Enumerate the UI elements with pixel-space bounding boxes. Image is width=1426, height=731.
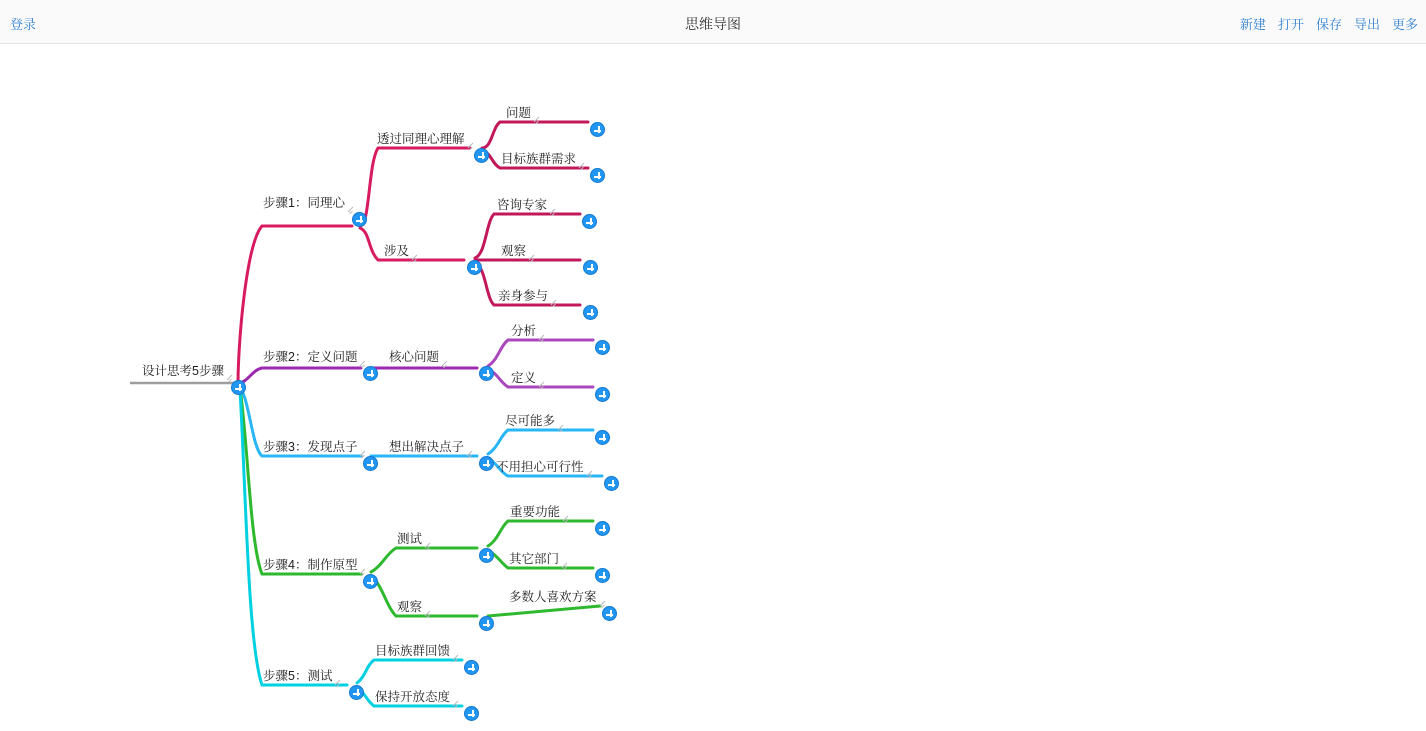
mindmap-node[interactable] bbox=[504, 414, 556, 428]
mindmap-node[interactable] bbox=[508, 590, 598, 604]
mindmap-node-label: 多数人喜欢方案 bbox=[509, 590, 597, 604]
mindmap-node-label: 目标族群回馈 bbox=[375, 644, 451, 658]
add-child-button[interactable] bbox=[590, 122, 605, 137]
add-child-button[interactable] bbox=[363, 366, 378, 381]
top-menu bbox=[1240, 14, 1418, 33]
add-child-button[interactable] bbox=[604, 476, 619, 491]
mindmap-node-label: 保持开放态度 bbox=[375, 690, 451, 704]
menu-open[interactable]: 打开 bbox=[1277, 17, 1304, 32]
mindmap-node-label: 步骤3：发现点子 bbox=[263, 440, 358, 454]
mindmap-node-label: 重要功能 bbox=[510, 505, 561, 519]
mindmap-node[interactable] bbox=[383, 244, 410, 258]
mindmap-node-label: 测试 bbox=[397, 532, 423, 546]
mindmap-links bbox=[0, 44, 1426, 731]
mindmap-node-label: 想出解决点子 bbox=[389, 440, 465, 454]
add-child-button[interactable] bbox=[595, 340, 610, 355]
mindmap-node[interactable] bbox=[388, 440, 465, 454]
mindmap-node[interactable] bbox=[508, 552, 560, 566]
mindmap-node-label: 问题 bbox=[506, 106, 532, 120]
add-child-button[interactable] bbox=[479, 616, 494, 631]
mindmap-node[interactable] bbox=[396, 532, 423, 546]
mindmap-node[interactable] bbox=[510, 324, 537, 338]
mindmap-node-label: 咨询专家 bbox=[497, 198, 548, 212]
mindmap-node[interactable] bbox=[505, 106, 532, 120]
mindmap-node-label: 观察 bbox=[397, 600, 423, 614]
mindmap-node[interactable] bbox=[376, 132, 466, 146]
add-child-button[interactable] bbox=[479, 548, 494, 563]
menu-save[interactable]: 保存 bbox=[1315, 17, 1342, 32]
mindmap-node[interactable] bbox=[374, 690, 451, 704]
mindmap-node-label: 尽可能多 bbox=[505, 414, 556, 428]
page-title: 思维导图 bbox=[685, 16, 741, 32]
mindmap-node[interactable] bbox=[374, 644, 451, 658]
mindmap-root-node[interactable] bbox=[141, 364, 225, 378]
add-child-button[interactable] bbox=[464, 660, 479, 675]
mindmap-node-label: 其它部门 bbox=[509, 552, 560, 566]
add-child-button[interactable] bbox=[349, 685, 364, 700]
mindmap-node-label: 观察 bbox=[501, 244, 527, 258]
mindmap-node[interactable] bbox=[262, 440, 358, 454]
mindmap-node[interactable] bbox=[262, 350, 358, 364]
add-child-button[interactable] bbox=[583, 260, 598, 275]
mindmap-node-label: 透过同理心理解 bbox=[377, 132, 465, 146]
mindmap-node[interactable] bbox=[262, 558, 358, 572]
add-child-button[interactable] bbox=[583, 305, 598, 320]
mindmap-node-label: 核心问题 bbox=[389, 350, 440, 364]
add-child-button[interactable] bbox=[474, 148, 489, 163]
mindmap-node[interactable] bbox=[509, 505, 561, 519]
mindmap-node[interactable] bbox=[497, 289, 549, 303]
mindmap-node[interactable] bbox=[496, 198, 548, 212]
mindmap-node-label: 亲身参与 bbox=[498, 289, 549, 303]
mindmap-node[interactable] bbox=[500, 244, 527, 258]
mindmap-node[interactable] bbox=[262, 669, 333, 683]
mindmap-node[interactable] bbox=[510, 371, 537, 385]
mindmap-node-label: 分析 bbox=[511, 324, 537, 338]
add-child-button[interactable] bbox=[590, 168, 605, 183]
add-child-button[interactable] bbox=[363, 456, 378, 471]
menu-export[interactable]: 导出 bbox=[1353, 17, 1380, 32]
add-child-button[interactable] bbox=[595, 521, 610, 536]
add-child-button[interactable] bbox=[352, 212, 367, 227]
add-child-button[interactable] bbox=[479, 366, 494, 381]
mindmap-root-label: 设计思考5步骤 bbox=[142, 364, 224, 378]
mindmap-node-label: 涉及 bbox=[384, 244, 410, 258]
mindmap-node-label: 定义 bbox=[511, 371, 537, 385]
mindmap-node-label: 目标族群需求 bbox=[501, 152, 577, 166]
add-child-button[interactable] bbox=[363, 574, 378, 589]
add-child-button[interactable] bbox=[595, 568, 610, 583]
add-child-button[interactable] bbox=[582, 214, 597, 229]
menu-new[interactable]: 新建 bbox=[1239, 17, 1266, 32]
mindmap-node[interactable] bbox=[495, 460, 585, 474]
mindmap-node[interactable] bbox=[388, 350, 440, 364]
add-child-button[interactable] bbox=[595, 430, 610, 445]
add-child-button[interactable] bbox=[595, 387, 610, 402]
mindmap-node-label: 步骤4：制作原型 bbox=[263, 558, 358, 572]
add-child-button-root[interactable] bbox=[231, 380, 246, 395]
mindmap-node-label: 步骤5：测试 bbox=[263, 669, 333, 683]
mindmap-node[interactable] bbox=[500, 152, 577, 166]
mindmap-node-label: 步骤1：同理心 bbox=[263, 196, 345, 210]
add-child-button[interactable] bbox=[464, 706, 479, 721]
add-child-button[interactable] bbox=[602, 606, 617, 621]
mindmap-canvas[interactable] bbox=[0, 44, 1426, 731]
menu-more[interactable]: 更多 bbox=[1391, 17, 1418, 32]
add-child-button[interactable] bbox=[479, 456, 494, 471]
add-child-button[interactable] bbox=[467, 260, 482, 275]
login-link[interactable]: 登录 bbox=[10, 17, 37, 32]
mindmap-node[interactable] bbox=[396, 600, 423, 614]
mindmap-node-label: 步骤2：定义问题 bbox=[263, 350, 358, 364]
mindmap-node[interactable] bbox=[262, 196, 346, 210]
mindmap-node-label: 不用担心可行性 bbox=[496, 460, 584, 474]
top-toolbar bbox=[0, 0, 1426, 44]
